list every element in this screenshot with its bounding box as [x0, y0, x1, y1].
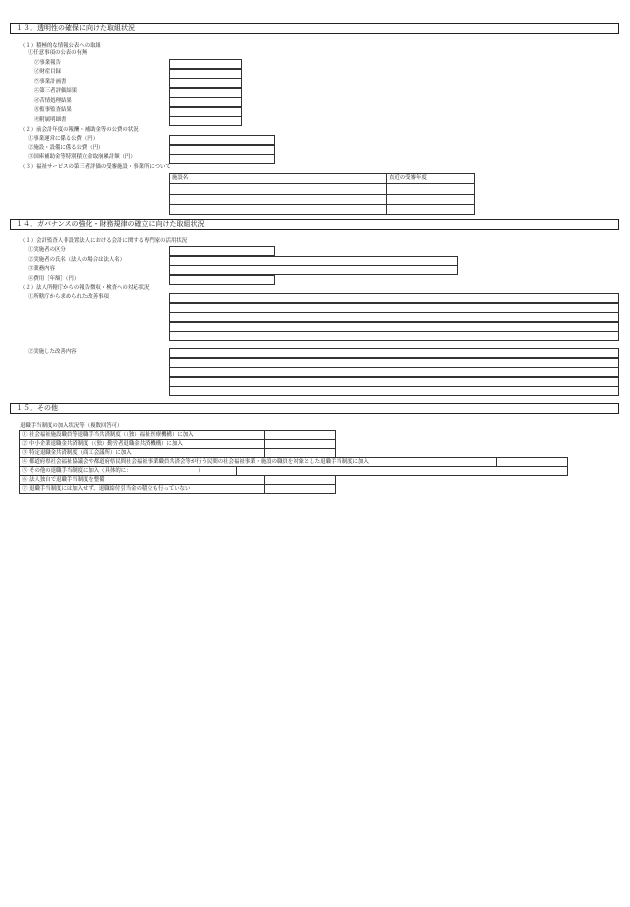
subsidy-input[interactable]	[169, 135, 275, 145]
year-cell[interactable]	[387, 204, 475, 214]
section-13-header: １３．透明性の確保に向けた取組状況	[10, 23, 619, 34]
year-cell[interactable]	[387, 194, 475, 204]
line	[169, 358, 619, 368]
facility-cell[interactable]	[170, 204, 387, 214]
facility-cell[interactable]	[170, 184, 387, 194]
q13-3-label: （３）福祉サービスの第三者評価の受審施設・事業所について	[20, 164, 171, 170]
line	[169, 293, 619, 303]
option-close-paren: ）	[198, 467, 204, 474]
improvement-requested-label: ①所轄庁から求められた改善事項	[28, 294, 109, 300]
subsidy-input[interactable]	[169, 145, 275, 155]
line	[169, 386, 619, 396]
subsidy-label: ②施設・設備に係る公費（円）	[28, 145, 104, 151]
third-party-eval-table	[169, 173, 475, 215]
option-label: ④ 都道府県社会福祉協議会や都道府県民間社会福祉事業職員共済会等が行う民間の社会福祉事業・施設の職員を対象とした退職手当制度に加入	[22, 458, 369, 465]
col-header-facility: 施設名	[170, 174, 387, 184]
item-label: ㋑財産目録	[34, 69, 61, 75]
item-label: ㋕監事監査結果	[34, 107, 72, 113]
option-label: ① 社会福祉施設職員等退職手当共済制度（（独）福祉医療機構）に加入	[22, 431, 194, 438]
disclosure-input[interactable]	[169, 78, 242, 88]
retirement-subtitle: 退職手当制度の加入状況等（複数回答可）	[20, 423, 123, 429]
improvement-done-label: ②実施した改善内容	[28, 349, 77, 355]
retirement-check-7[interactable]	[264, 484, 336, 494]
option-label: ⑥ 法人独自で退職手当制度を整備	[22, 476, 105, 483]
item-label: ㋖附属明細書	[34, 117, 67, 123]
expert-work-input[interactable]	[169, 265, 458, 275]
expert-label: ②実施者の氏名（法人の場合は法人名）	[28, 257, 126, 263]
line	[169, 303, 619, 313]
expert-label: ④費用［年額］（円）	[28, 276, 80, 282]
subsidy-label: ③国庫補助金等特別積立金取崩累計額（円）	[28, 154, 136, 160]
line	[169, 312, 619, 322]
expert-label: ①実施者の区分	[28, 247, 66, 253]
item-label: ㋓第三者評価結果	[34, 88, 78, 94]
disclosure-input[interactable]	[169, 107, 242, 117]
q14-2-label: （２）法人所轄庁からの報告徴収・検査への対応状況	[20, 285, 150, 291]
option-label: ② 中小企業退職金共済制度（（独）勤労者退職金共済機構）に加入	[22, 440, 183, 447]
q14-1-label: （１）会計監査人非設置法人における会計に関する専門家の活用状況	[20, 238, 188, 244]
retirement-option-7	[19, 484, 265, 494]
q13-1-sub-label: ①任意事項の公表の有無	[28, 50, 88, 56]
col-header-year: 直近の受審年度	[387, 174, 475, 184]
item-label: ㋔苦情処理結果	[34, 98, 72, 104]
line	[169, 367, 619, 377]
subsidy-input[interactable]	[169, 154, 275, 164]
option-label: ⑦ 退職手当制度には加入せず、退職給付引当金の積立も行っていない	[22, 485, 191, 492]
year-cell[interactable]	[387, 184, 475, 194]
option-label: ③ 特定退職金共済制度（商工会議所）に加入	[22, 449, 132, 456]
line	[169, 331, 619, 341]
line	[169, 348, 619, 358]
line	[169, 322, 619, 332]
disclosure-input[interactable]	[169, 69, 242, 79]
expert-name-input[interactable]	[169, 256, 458, 266]
subsidy-label: ①事業運営に係る公費（円）	[28, 136, 99, 142]
item-label: ㋒事業計画書	[34, 79, 67, 85]
expert-category-input[interactable]	[169, 246, 275, 256]
expert-label: ③業務内容	[28, 266, 55, 272]
expert-fee-input[interactable]	[169, 275, 275, 285]
disclosure-input[interactable]	[169, 59, 242, 69]
facility-cell[interactable]	[170, 194, 387, 204]
q13-2-label: （２）前会計年度の報酬・補助金等の公費の状況	[20, 127, 139, 133]
option-label: ⑤ その他の退職手当制度に加入（具体的に：	[22, 467, 132, 474]
section-14-header: １４．ガバナンスの強化・財務規律の確立に向けた取組状況	[10, 219, 619, 230]
disclosure-input[interactable]	[169, 116, 242, 126]
q13-1-label: （１）積極的な情報公表への取組	[20, 43, 101, 49]
line	[169, 377, 619, 387]
item-label: ㋐事業報告	[34, 60, 61, 66]
disclosure-input[interactable]	[169, 88, 242, 98]
disclosure-input[interactable]	[169, 97, 242, 107]
section-15-header: １５．その他	[10, 403, 619, 414]
